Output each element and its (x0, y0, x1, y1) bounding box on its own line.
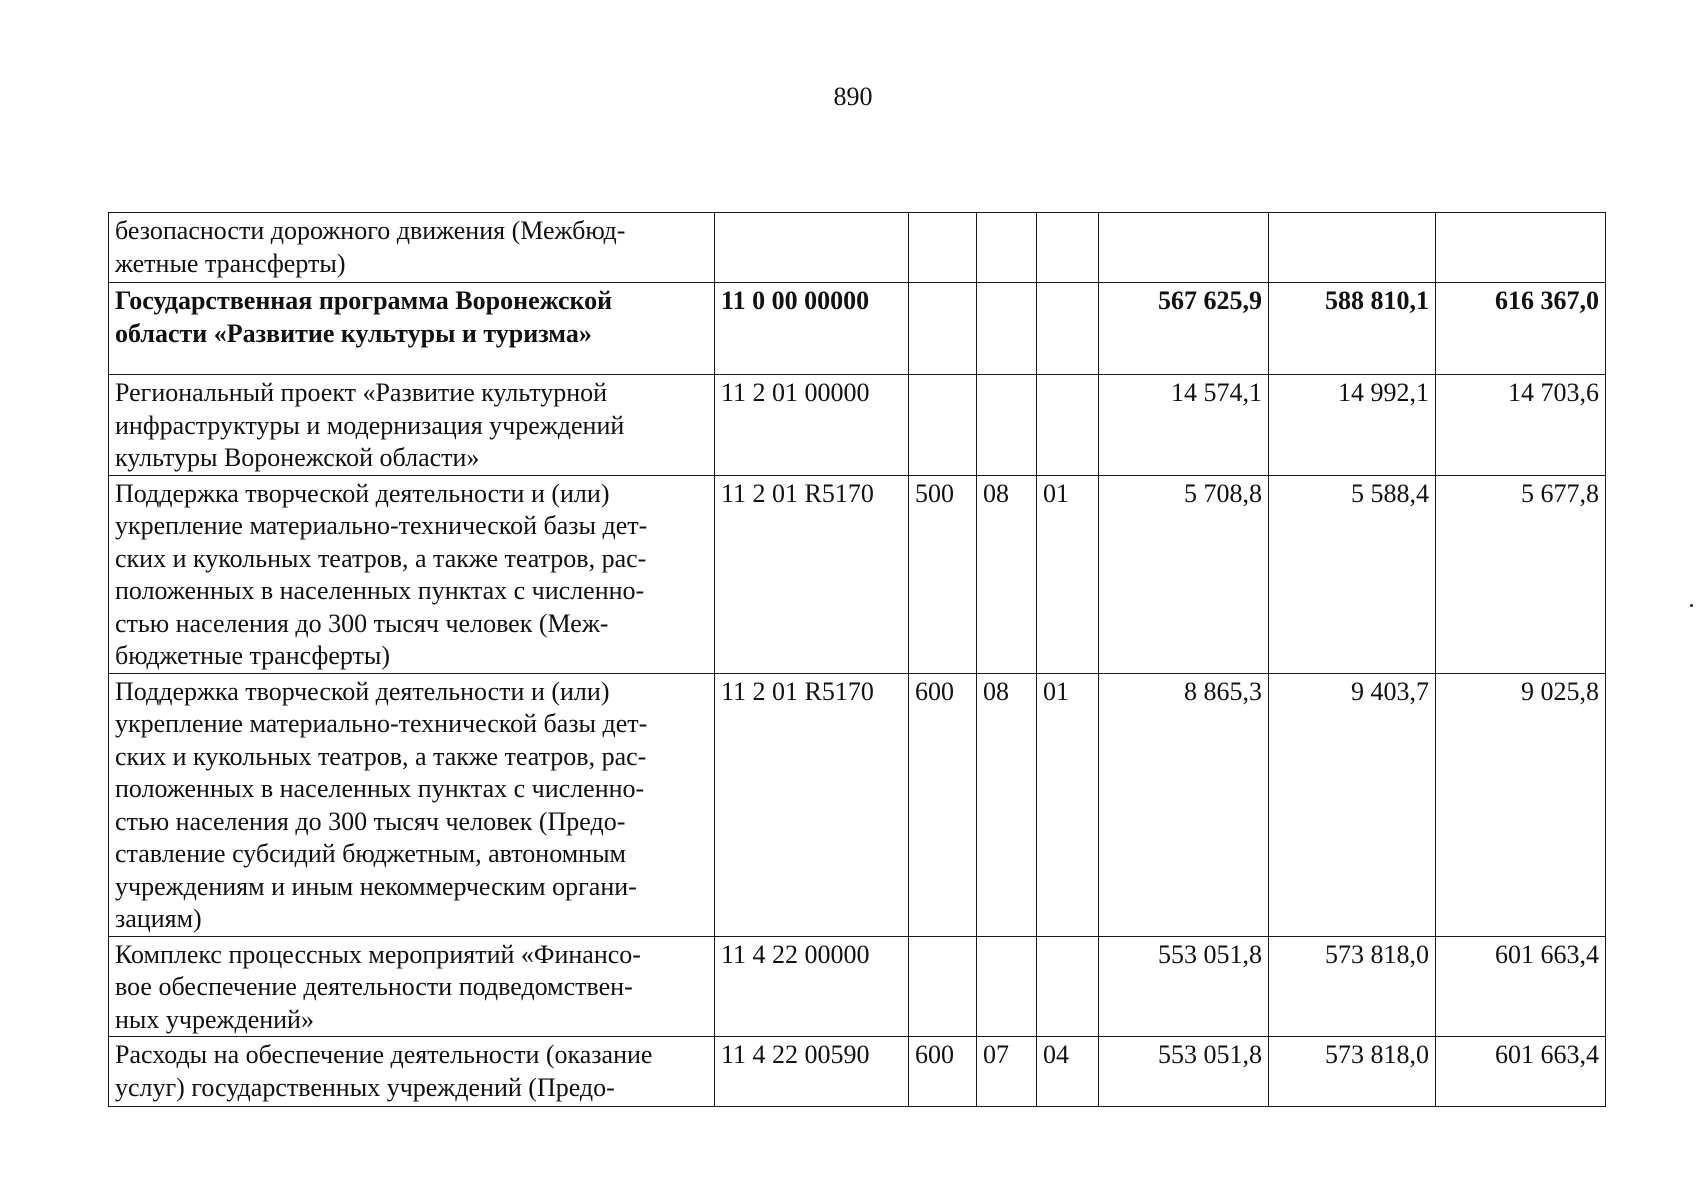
amount-year-3-cell: 5 677,8 (1436, 475, 1606, 673)
table-row (109, 1037, 1606, 1107)
subsection-cell (1037, 213, 1099, 283)
amount-year-2-cell (1269, 213, 1436, 283)
page-number: 890 (833, 82, 873, 111)
row-name-line: Государственная программа Воронежской (115, 286, 613, 315)
row-name-line: безопасности дорожного движения (Межбюд- (115, 216, 626, 245)
row-name-line: услуг) государственных учреждений (Предо- (115, 1072, 615, 1102)
amount-year-2-cell: 573 818,0 (1269, 936, 1436, 1037)
amount-year-2-cell: 588 810,1 (1269, 283, 1436, 375)
section-cell (977, 936, 1037, 1037)
subsection-cell (1037, 375, 1099, 476)
row-name-line: жетные трансферты) (115, 248, 346, 278)
row-name-line: бюджетные трансферты) (115, 641, 391, 670)
row-name-line: учреждениям и иным некоммерческим органи- (115, 871, 637, 901)
table-row (109, 475, 1606, 673)
row-name-cell (109, 1037, 715, 1107)
row-name-line: инфраструктуры и модернизация учреждений (115, 410, 625, 440)
row-name-line: вое обеспечение деятельности подведомствен- (115, 972, 633, 1001)
row-name-cell (109, 475, 715, 673)
section-cell (977, 283, 1037, 375)
amount-year-2-cell: 14 992,1 (1269, 375, 1436, 476)
row-name-line: укрепление материально-технической базы дет- (115, 511, 648, 540)
table-row (109, 936, 1606, 1037)
subsection-cell: 04 (1037, 1037, 1099, 1107)
row-name-cell (109, 283, 715, 375)
budget-table (108, 212, 1606, 1107)
section-cell (977, 375, 1037, 476)
row-name-line: ных учреждений» (115, 1004, 314, 1034)
row-name-cell (109, 936, 715, 1037)
expense-type-cell: 600 (909, 1037, 977, 1107)
amount-year-3-cell: 616 367,0 (1436, 283, 1606, 375)
row-name-line: Расходы на обеспечение деятельности (оказание (115, 1040, 653, 1069)
amount-year-1-cell: 5 708,8 (1099, 475, 1269, 673)
amount-year-2-cell: 573 818,0 (1269, 1037, 1436, 1107)
amount-year-3-cell: 601 663,4 (1436, 936, 1606, 1037)
row-name-line: культуры Воронежской области» (115, 443, 480, 472)
code-cell (715, 213, 909, 283)
row-name-line: ставление субсидий бюджетным, автономным (115, 839, 626, 868)
subsection-cell: 01 (1037, 475, 1099, 673)
table-row (109, 673, 1606, 936)
expense-type-cell (909, 375, 977, 476)
row-name-line: зациям) (115, 904, 202, 933)
amount-year-3-cell: 14 703,6 (1436, 375, 1606, 476)
table-row (109, 213, 1606, 283)
expense-type-cell (909, 283, 977, 375)
expense-type-cell (909, 936, 977, 1037)
section-cell: 07 (977, 1037, 1037, 1107)
code-cell: 11 2 01 R5170 (715, 475, 909, 673)
amount-year-1-cell (1099, 213, 1269, 283)
amount-year-3-cell (1436, 213, 1606, 283)
section-cell: 08 (977, 673, 1037, 936)
subsection-cell (1037, 936, 1099, 1037)
row-name-line: стью населения до 300 тысяч человек (Предо- (115, 806, 626, 836)
row-name-cell (109, 375, 715, 476)
row-name-line: области «Развитие культуры и туризма» (115, 318, 592, 348)
amount-year-1-cell: 8 865,3 (1099, 673, 1269, 936)
row-name-line: Поддержка творческой деятельности и (или) (115, 676, 610, 706)
code-cell: 11 4 22 00000 (715, 936, 909, 1037)
amount-year-1-cell: 14 574,1 (1099, 375, 1269, 476)
row-name-line: положенных в населенных пунктах с численно- (115, 774, 645, 803)
row-name-line: Поддержка творческой деятельности и (или) (115, 478, 610, 508)
amount-year-1-cell: 553 051,8 (1099, 936, 1269, 1037)
code-cell: 11 4 22 00590 (715, 1037, 909, 1107)
row-name-line: укрепление материально-технической базы дет- (115, 709, 648, 738)
table-row (109, 283, 1606, 375)
section-cell (977, 213, 1037, 283)
subsection-cell (1037, 283, 1099, 375)
row-name-line: Комплекс процессных мероприятий «Финансо- (115, 939, 641, 969)
row-name-cell (109, 213, 715, 283)
expense-type-cell: 500 (909, 475, 977, 673)
amount-year-2-cell: 9 403,7 (1269, 673, 1436, 936)
code-cell: 11 2 01 00000 (715, 375, 909, 476)
subsection-cell: 01 (1037, 673, 1099, 936)
row-name-line: ских и кукольных театров, а также театров, рас- (115, 543, 647, 573)
scan-speck (1690, 604, 1693, 607)
row-name-cell (109, 673, 715, 936)
amount-year-3-cell: 601 663,4 (1436, 1037, 1606, 1107)
amount-year-2-cell: 5 588,4 (1269, 475, 1436, 673)
section-cell: 08 (977, 475, 1037, 673)
row-name-line: положенных в населенных пунктах с численно- (115, 576, 645, 605)
table-row (109, 375, 1606, 476)
amount-year-1-cell: 567 625,9 (1099, 283, 1269, 375)
row-name-line: ских и кукольных театров, а также театров, рас- (115, 741, 647, 771)
code-cell: 11 2 01 R5170 (715, 673, 909, 936)
expense-type-cell: 600 (909, 673, 977, 936)
row-name-line: Региональный проект «Развитие культурной (115, 378, 608, 407)
amount-year-1-cell: 553 051,8 (1099, 1037, 1269, 1107)
amount-year-3-cell: 9 025,8 (1436, 673, 1606, 936)
expense-type-cell (909, 213, 977, 283)
row-name-line: стью населения до 300 тысяч человек (Меж- (115, 608, 609, 638)
code-cell: 11 0 00 00000 (715, 283, 909, 375)
